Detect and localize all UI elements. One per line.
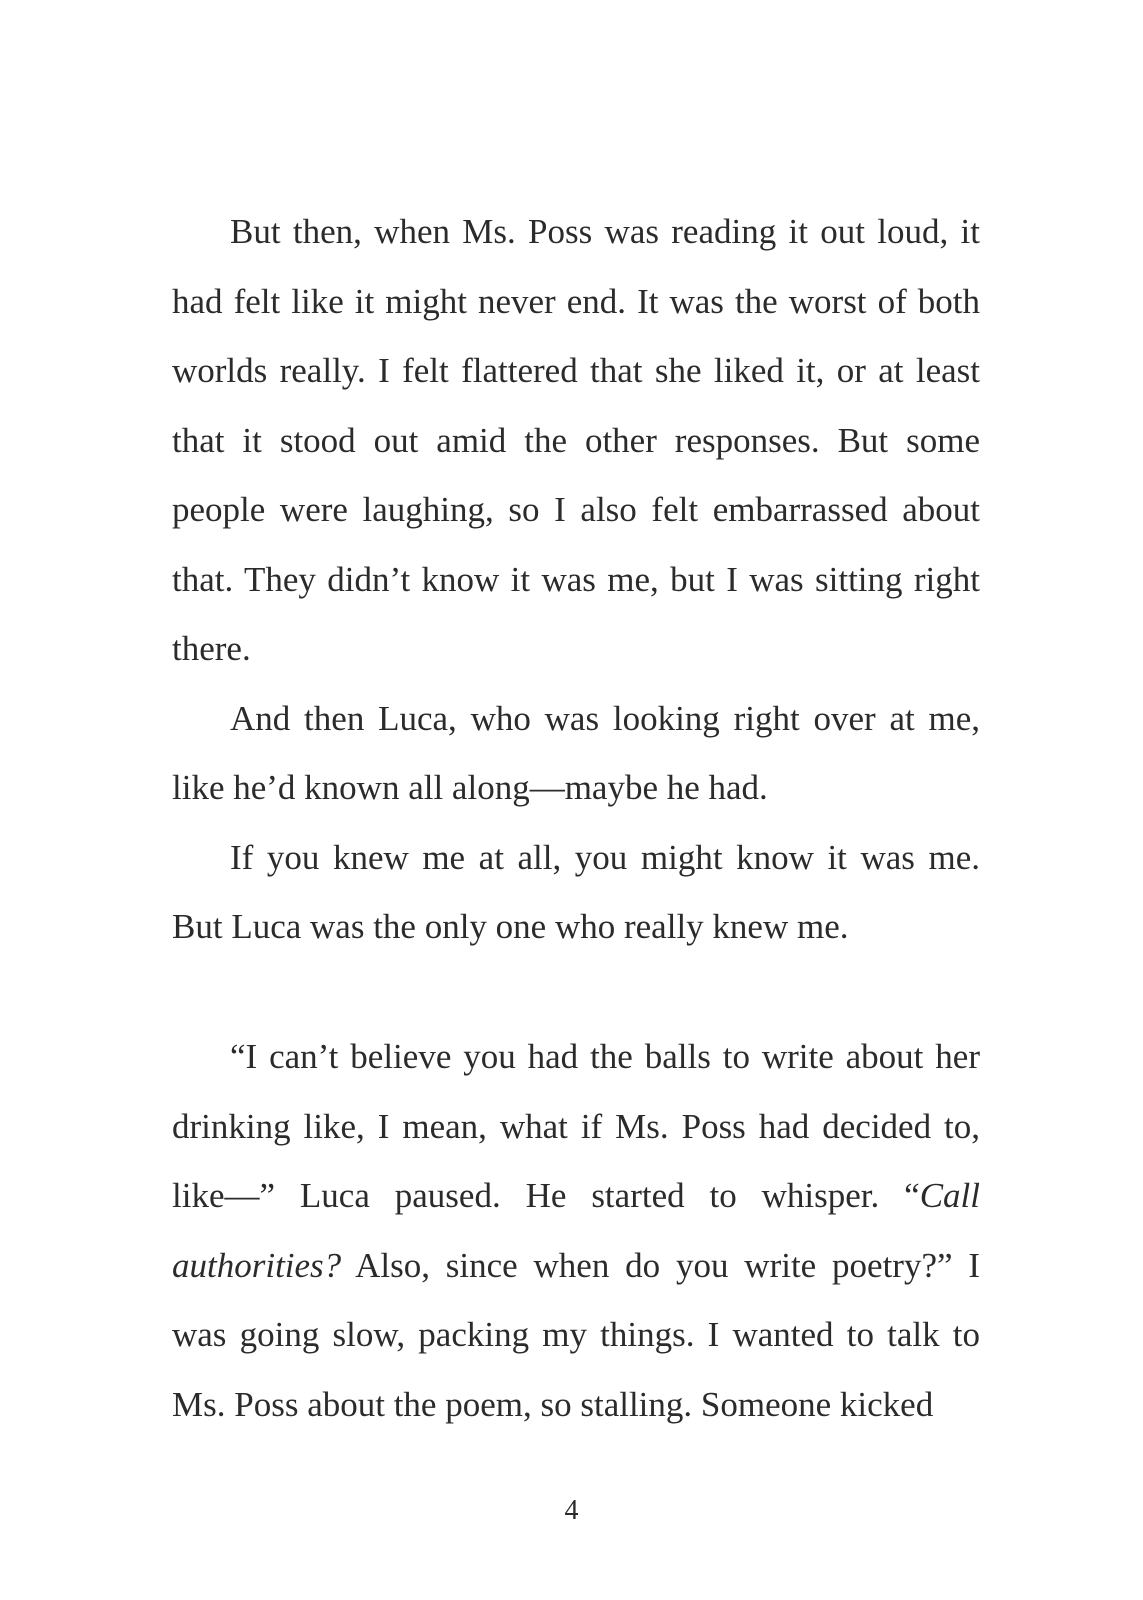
text-section-1 — [172, 197, 980, 962]
page-number: 4 — [564, 1495, 579, 1526]
dialogue-paragraph — [172, 1022, 980, 1439]
paragraph: But then, when Ms. Poss was reading it out loud, it had felt like it might never end. It was the worst of both worlds really. I felt flattered that she liked it, or at least that it stood out amid the other responses. But some people were laughing, so I also felt embarrassed about that. They didn’t know it was me, but I was sitting right there. — [172, 212, 980, 668]
dialogue-text: “I can’t believe you had the balls to write about her drinking like, I mean, what if Ms. Poss had decided to, like—” Luca paused. He started to whisper. “ — [172, 1037, 980, 1215]
paragraph: And then Luca, who was looking right over at me, like he’d known all along—maybe he had. — [172, 698, 980, 807]
text-section-2 — [172, 1022, 980, 1439]
italic-text: Call authorities? — [172, 1176, 980, 1285]
paragraph: If you knew me at all, you might know it was me. But Luca was the only one who really knew me. — [172, 837, 980, 946]
dialogue-text-continued: Also, since when do you write poetry?” I was going slow, packing my things. I wanted to talk to Ms. Poss about the poem, so stalling. Someone kicked — [172, 1245, 980, 1424]
